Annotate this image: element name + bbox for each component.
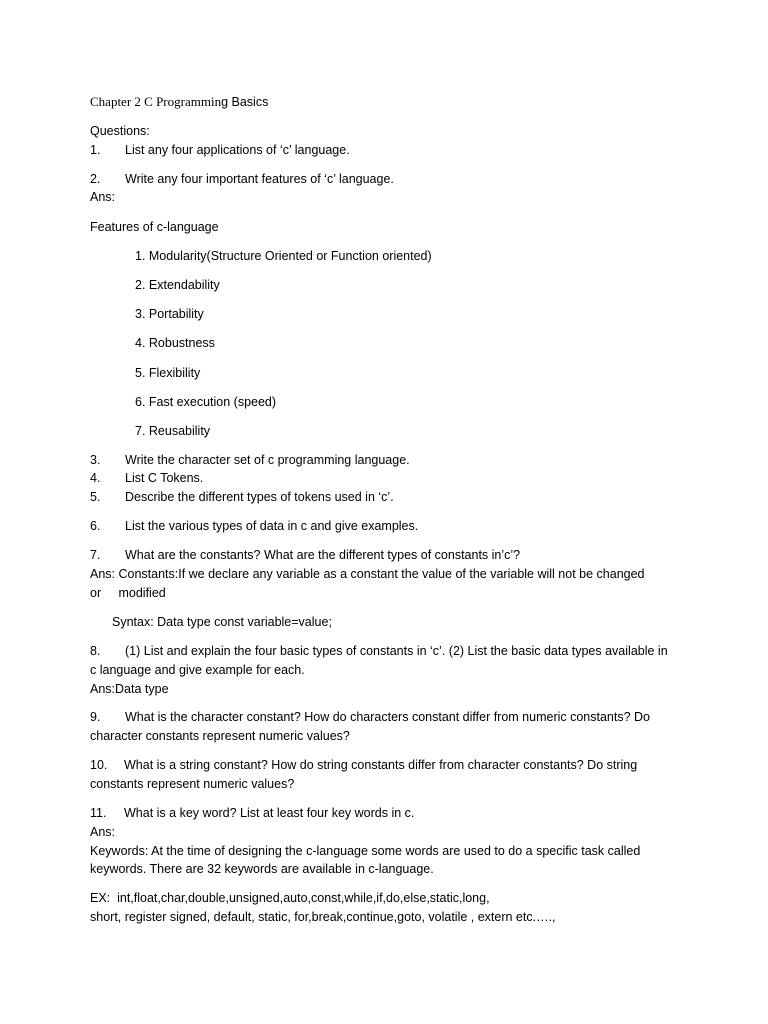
question-text: List the various types of data in c and give examples. [125, 519, 419, 533]
question-5 [90, 488, 394, 506]
question-2 [90, 170, 394, 188]
question-text: What is a key word? List at least four key words in c. [124, 806, 415, 820]
feature-item: 2. Extendability [135, 278, 220, 292]
question-text: List C Tokens. [125, 471, 204, 485]
question-number: 6. [90, 519, 101, 533]
question-4 [90, 469, 203, 487]
answer-label: Ans: [90, 825, 116, 839]
questions-label: Questions: [90, 124, 150, 138]
question-7 [90, 546, 520, 564]
answer-label: Ans: [90, 190, 116, 204]
feature-item: 3. Portability [135, 307, 204, 321]
question-number: 8. [90, 644, 101, 658]
example-line: EX: int,float,char,double,unsigned,auto,const,while,if,do,else,static,long, [90, 891, 490, 905]
title-serif-part: Chapter 2 C Programmin [90, 94, 222, 109]
question-number: 5. [90, 490, 101, 504]
question-10 [90, 756, 637, 774]
question-number: 1. [90, 143, 101, 157]
question-number: 10. [90, 758, 108, 772]
question-text: (1) List and explain the four basic types of constants in ‘c’. (2) List the basic data types available in [125, 644, 668, 658]
question-text: Describe the different types of tokens used in ‘c’. [125, 490, 394, 504]
answer-line: Ans: Constants:If we declare any variable as a constant the value of the variable will not be changed [90, 567, 645, 581]
question-number: 11. [90, 806, 107, 820]
feature-item: 4. Robustness [135, 336, 215, 350]
question-8 [90, 642, 668, 660]
question-text-continued: constants represent numeric values? [90, 777, 295, 791]
features-heading: Features of c-language [90, 220, 219, 234]
question-number: 4. [90, 471, 101, 485]
question-text: What is the character constant? How do characters constant differ from numeric constants? Do [125, 710, 651, 724]
feature-item: 1. Modularity(Structure Oriented or Function oriented) [135, 249, 432, 263]
question-11 [90, 804, 414, 822]
question-6 [90, 517, 418, 535]
question-number: 7. [90, 548, 101, 562]
example-line: short, register signed, default, static, for,break,continue,goto, volatile , extern etc.…., [90, 910, 556, 924]
question-number: 3. [90, 453, 101, 467]
feature-item: 5. Flexibility [135, 366, 201, 380]
question-text: List any four applications of ‘c’ language. [125, 143, 350, 157]
answer-line: Keywords: At the time of designing the c-language some words are used to do a specific task called [90, 844, 641, 858]
question-text-continued: character constants represent numeric values? [90, 729, 350, 743]
feature-item: 6. Fast execution (speed) [135, 395, 277, 409]
answer-line: Ans:Data type [90, 682, 169, 696]
question-text-continued: c language and give example for each. [90, 663, 305, 677]
question-text: Write any four important features of ‘c’ language. [125, 172, 394, 186]
question-3 [90, 451, 410, 469]
question-9 [90, 708, 650, 726]
question-text: Write the character set of c programming language. [125, 453, 410, 467]
question-text: What is a string constant? How do string constants differ from character constants? Do string [124, 758, 638, 772]
answer-line: or modified [90, 586, 166, 600]
question-text: What are the constants? What are the different types of constants in’c’? [125, 548, 521, 562]
document-title [90, 93, 268, 111]
question-number: 9. [90, 710, 101, 724]
question-1 [90, 141, 350, 159]
syntax-line: Syntax: Data type const variable=value; [112, 615, 332, 629]
title-sans-part: g Basics [221, 95, 269, 109]
question-number: 2. [90, 172, 101, 186]
feature-item: 7. Reusability [135, 424, 211, 438]
answer-line: keywords. There are 32 keywords are available in c-language. [90, 862, 434, 876]
